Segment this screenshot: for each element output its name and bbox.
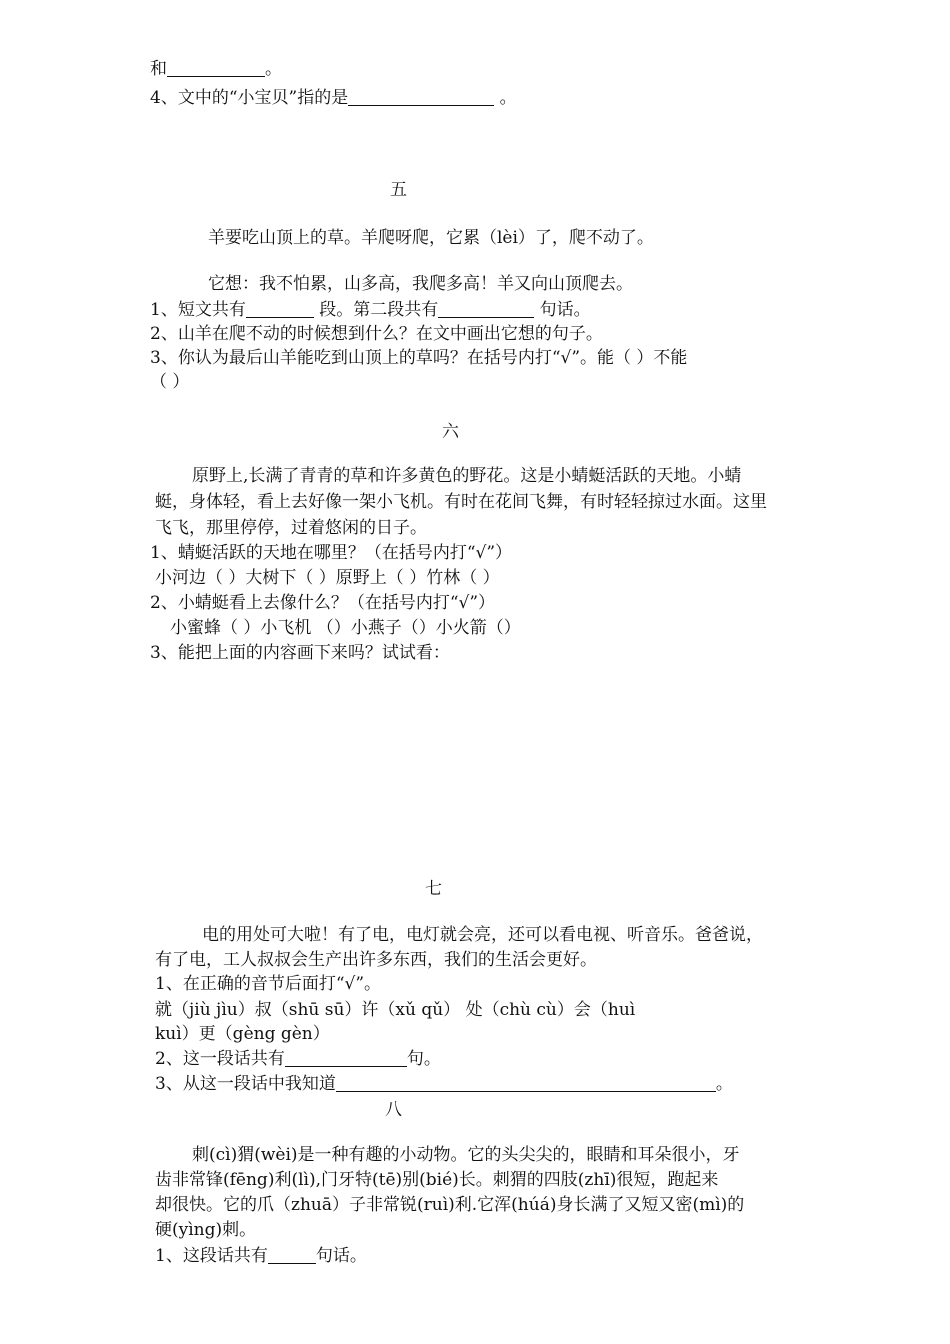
s7-question-2: 2、这一段话共有 句。 [155, 1049, 441, 1069]
s7-question-1-pinyin-line-2[interactable]: kuì）更（gèng gèn） [155, 1024, 330, 1044]
s5-paragraph-2: 它想：我不怕累，山多高，我爬多高！羊又向山顶爬去。 [208, 274, 633, 294]
s4-question-4: 4、文中的“小宝贝”指的是 。 [150, 88, 517, 108]
s6-question-2: 2、小蜻蜓看上去像什么？（在括号内打“√”） [150, 593, 496, 613]
s6-question-3: 3、能把上面的内容画下来吗？试试看： [150, 643, 450, 663]
s7-paragraph-line-1: 电的用处可大啦！有了电，电灯就会亮，还可以看电视、听音乐。爸爸说， [202, 925, 763, 945]
answer-blank[interactable] [336, 1077, 716, 1092]
section-title-8: 八 [385, 1100, 402, 1120]
s5-question-3-continuation: （ ） [150, 372, 190, 392]
s4-q3-continuation: 和 。 [150, 59, 282, 79]
s8-paragraph-line-4: 硬(yìng)刺。 [155, 1220, 257, 1240]
s8-paragraph-line-1: 刺(cì)猬(wèi)是一种有趣的小动物。它的头尖尖的，眼睛和耳朵很小，牙 [192, 1145, 740, 1165]
s6-question-1: 1、蜻蜓活跃的天地在哪里？（在括号内打“√”） [150, 543, 513, 563]
s6-paragraph-line-3: 飞飞，那里停停，过着悠闲的日子。 [155, 518, 427, 538]
s6-paragraph-line-2: 蜓，身体轻，看上去好像一架小飞机。有时在花间飞舞，有时轻轻掠过水面。这里 [155, 492, 767, 512]
s8-paragraph-line-3: 却很快。它的爪（zhuā）子非常锐(ruì)利.它浑(húá)身长满了又短又密(mì)的 [155, 1195, 745, 1215]
section-title-7: 七 [425, 879, 442, 899]
s5-question-3: 3、你认为最后山羊能吃到山顶上的草吗？在括号内打“√”。能（ ）不能 [150, 348, 688, 368]
answer-blank[interactable] [167, 62, 265, 77]
answer-blank[interactable] [268, 1249, 316, 1264]
answer-blank[interactable] [285, 1052, 407, 1067]
s7-question-1: 1、在正确的音节后面打“√”。 [155, 974, 382, 994]
s5-question-1: 1、短文共有 段。第二段共有 句话。 [150, 300, 591, 320]
s7-question-1-pinyin-line-1[interactable]: 就（jiù jìu）叔（shū sū）许（xǔ qǔ） 处（chù cù）会（huì [155, 1000, 636, 1020]
s5-paragraph-1: 羊要吃山顶上的草。羊爬呀爬，它累（lèi）了，爬不动了。 [208, 228, 654, 248]
s6-paragraph-line-1: 原野上,长满了青青的草和许多黄色的野花。这是小蜻蜓活跃的天地。小蜻 [192, 466, 742, 486]
answer-blank[interactable] [438, 303, 534, 318]
s8-question-1: 1、这段话共有 句话。 [155, 1246, 367, 1266]
s6-question-2-options[interactable]: 小蜜蜂（ ）小飞机 （）小燕子（）小火箭（） [170, 618, 521, 638]
s8-paragraph-line-2: 齿非常锋(fēng)利(lì),门牙特(tē)别(bié)长。刺猬的四肢(zhī)很短，跑起来 [155, 1170, 719, 1190]
s7-question-3: 3、从这一段话中我知道 。 [155, 1074, 733, 1094]
section-title-5: 五 [390, 180, 407, 200]
section-title-6: 六 [442, 422, 459, 442]
s7-paragraph-line-2: 有了电，工人叔叔会生产出许多东西，我们的生活会更好。 [155, 950, 597, 970]
s5-question-2: 2、山羊在爬不动的时候想到什么？在文中画出它想的句子。 [150, 324, 603, 344]
answer-blank[interactable] [246, 303, 314, 318]
s6-question-1-options[interactable]: 小河边（ ）大树下（ ）原野上（ ）竹林（ ） [155, 568, 500, 588]
answer-blank[interactable] [348, 91, 494, 106]
